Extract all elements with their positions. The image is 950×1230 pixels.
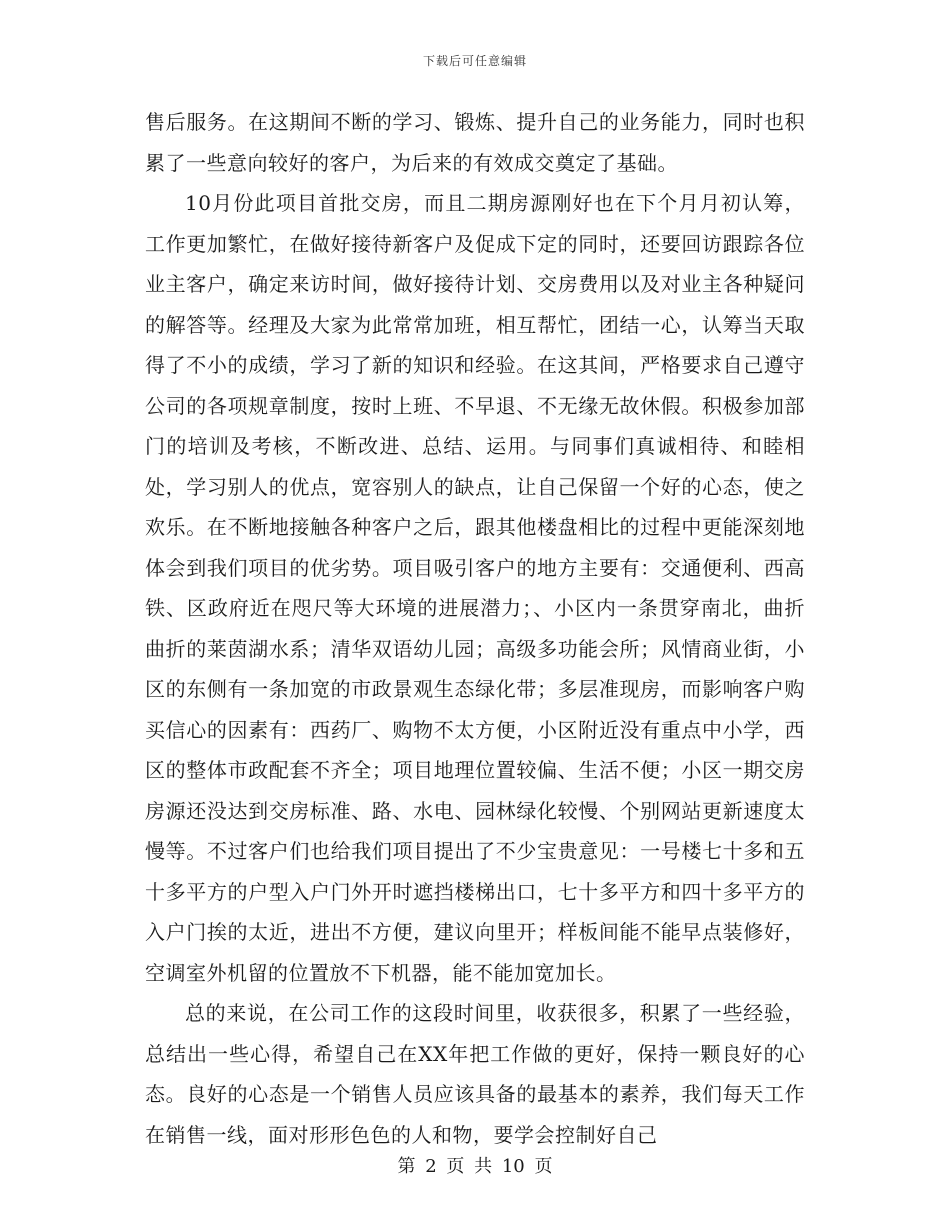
paragraph-continued: 售后服务。在这期间不断的学习、锻炼、提升自己的业务能力，同时也积累了一些意向较好的客户，为后来的有效成交奠定了基础。	[145, 110, 805, 175]
document-body	[145, 102, 805, 1155]
page-header: 下载后可任意编辑	[422, 54, 527, 68]
paragraph-summary: 总的来说，在公司工作的这段时间里，收获很多，积累了一些经验，总结出一些心得，希望自己在XX年把工作做的更好，保持一颗良好的心态。良好的心态是一个销售人员应该具备的最基本的素养，我们每天工作在销售一线，面对形形色色的人和物，要学会控制好自己	[145, 1001, 805, 1147]
page-number-footer: 第 2 页 共 10 页	[397, 1156, 553, 1177]
paragraph-october-handover: 10月份此项目首批交房，而且二期房源刚好也在下个月月初认筹，工作更加繁忙，在做好接待新客户及促成下定的同时，还要回访跟踪各位业主客户，确定来访时间，做好接待计划、交房费用以及对业主各种疑问的解答等。经理及大家为此常常加班，相互帮忙，团结一心，认筹当天取得了不小的成绩，学习了新的知识和经验。在这其间，严格要求自己遵守公司的各项规章制度，按时上班、不早退、不无缘无故休假。积极参加部门的培训及考核，不断改进、总结、运用。与同事们真诚相待、和睦相处，学习别人的优点，宽容别人的缺点，让自己保留一个好的心态，使之欢乐。在不断地接触各种客户之后，跟其他楼盘相比的过程中更能深刻地体会到我们项目的优劣势。项目吸引客户的地方主要有：交通便利、西高铁、区政府近在咫尺等大环境的进展潜力；、小区内一条贯穿南北，曲折曲折的莱茵湖水系；清华双语幼儿园；高级多功能会所；风情商业街，小区的东侧有一条加宽的市政景观生态绿化带；多层准现房，而影响客户购买信心的因素有：西药厂、购物不太方便，小区附近没有重点中小学，西区的整体市政配套不齐全；项目地理位置较偏、生活不便；小区一期交房房源还没达到交房标准、路、水电、园林绿化较慢、个别网站更新速度太慢等。不过客户们也给我们项目提出了不少宝贵意见：一号楼七十多和五十多平方的户型入户门外开时遮挡楼梯出口，七十多平方和四十多平方的入户门挨的太近，进出不方便，建议向里开；样板间能不能早点装修好，空调室外机留的位置放不下机器，能不能加宽加长。	[145, 191, 805, 985]
